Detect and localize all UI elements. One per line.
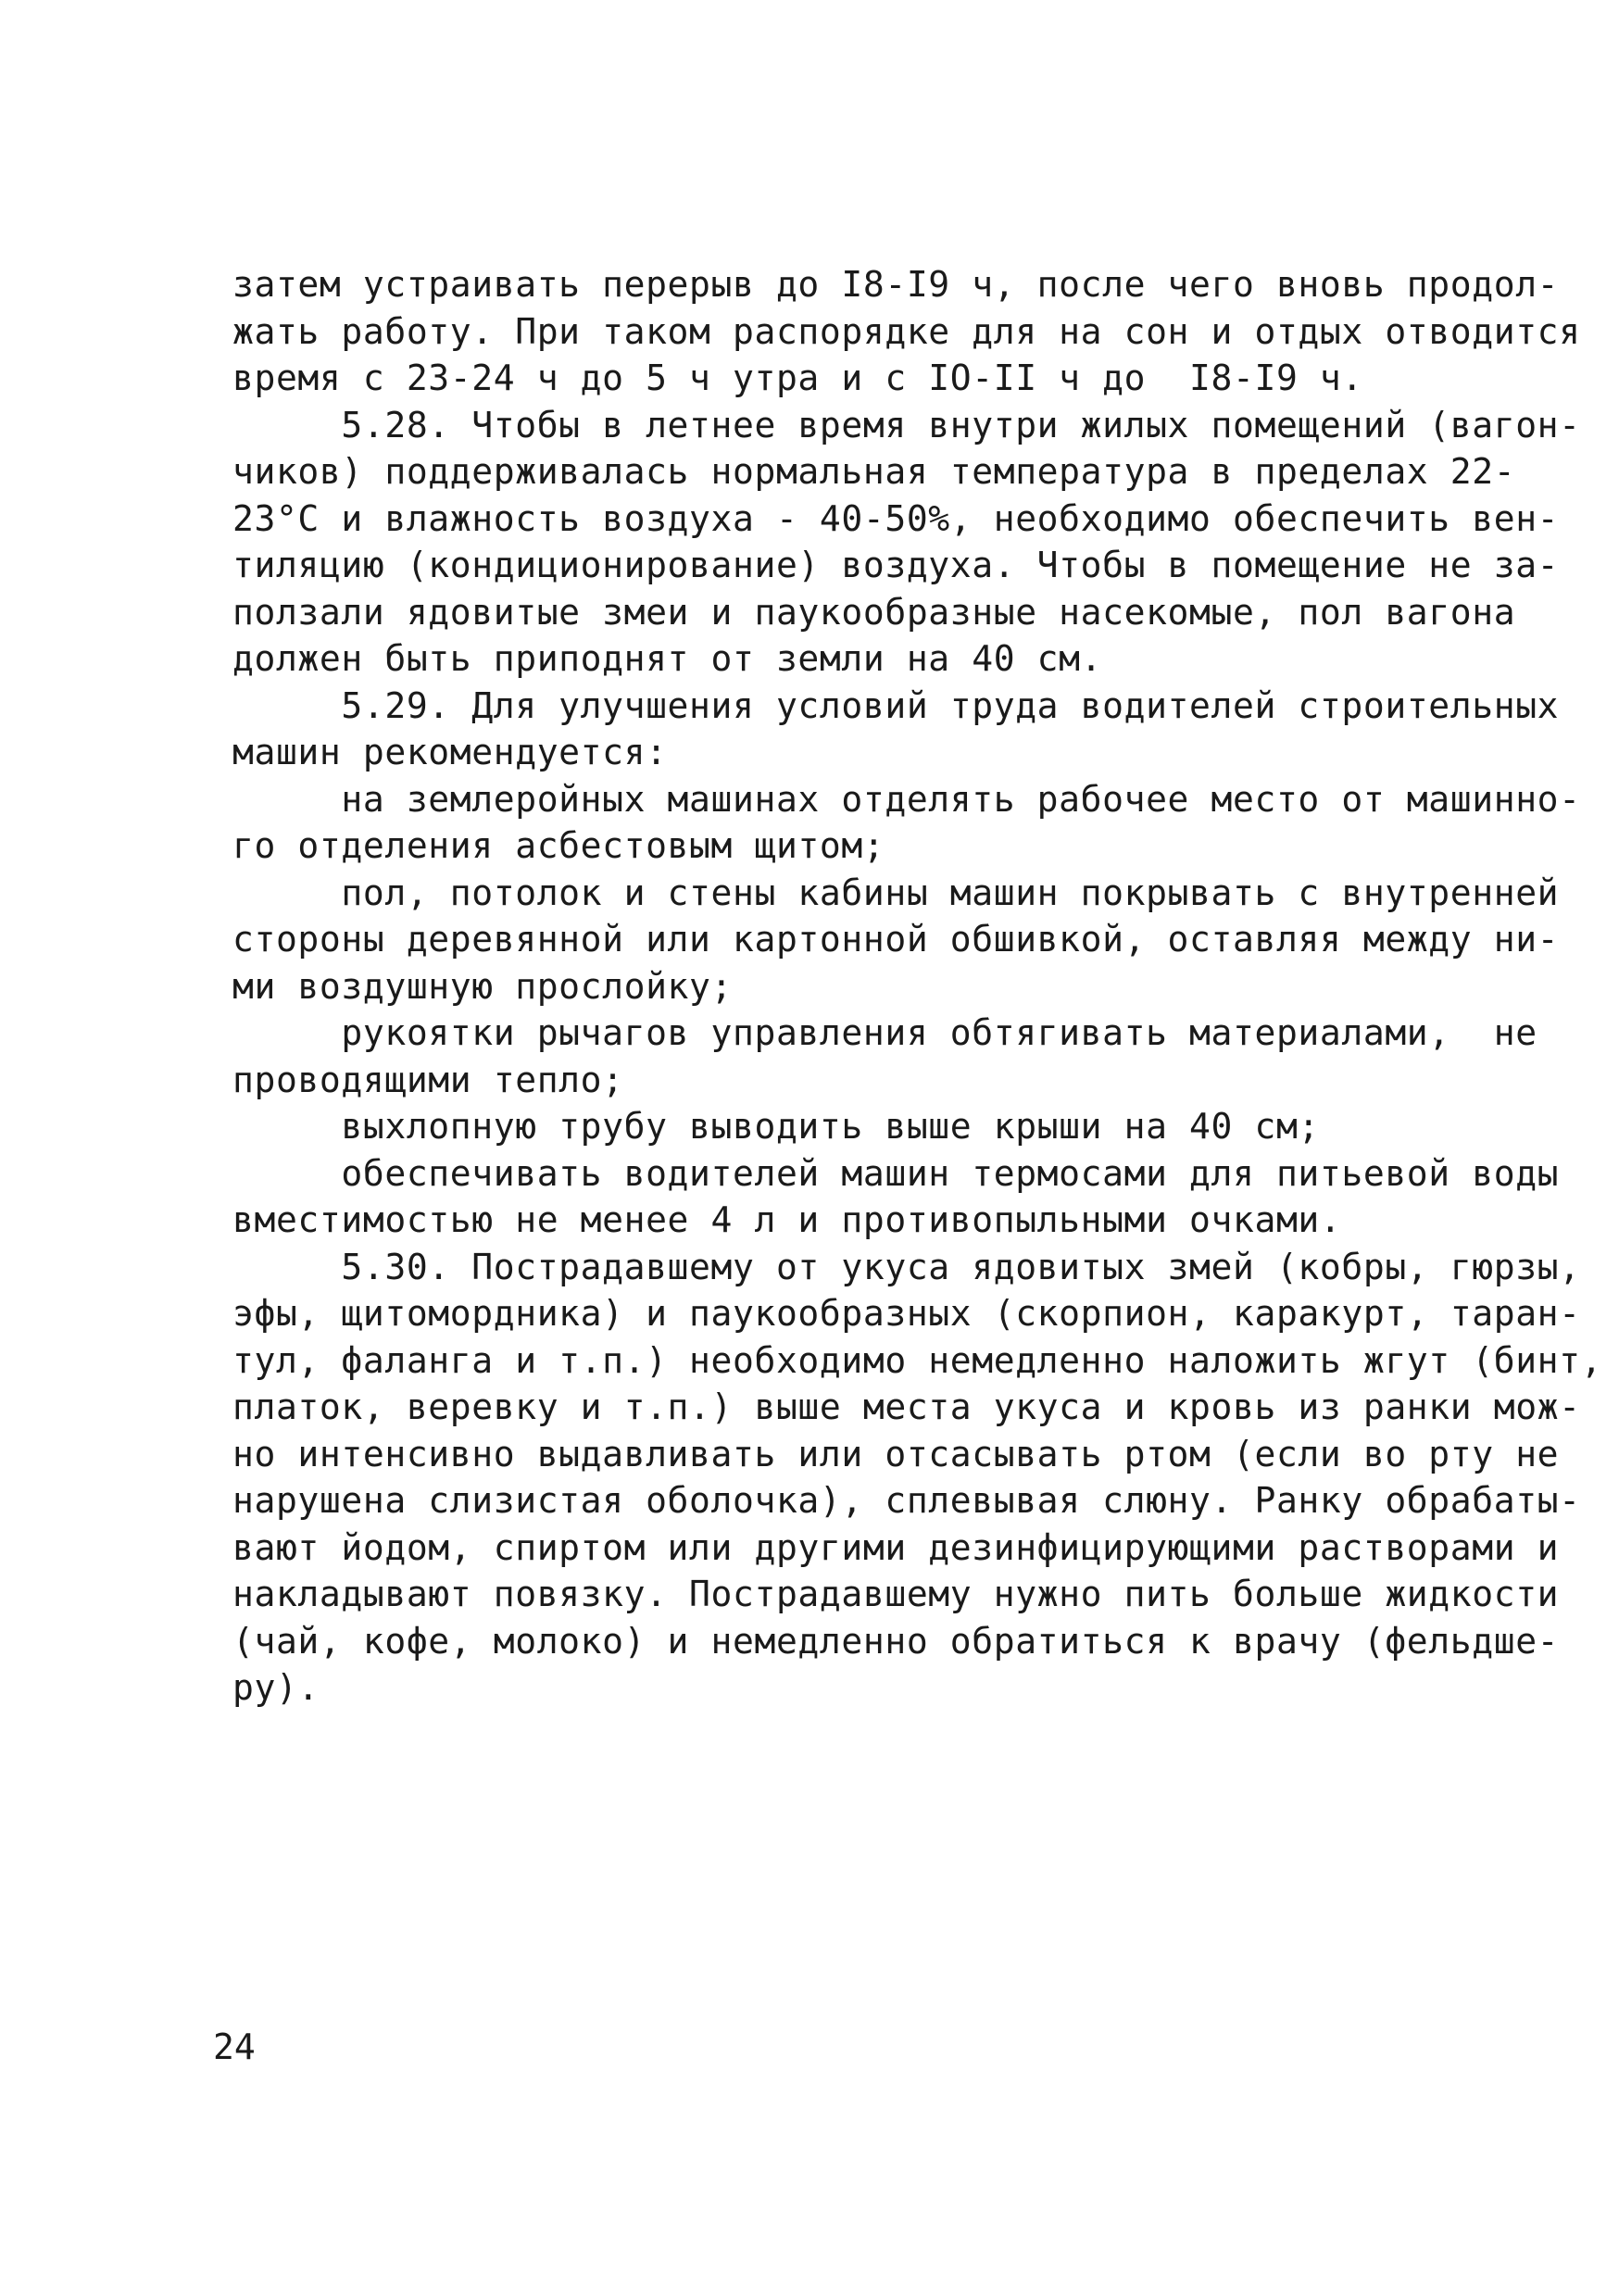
text-line: должен быть приподнят от земли на 40 см. [232, 638, 1103, 679]
text-line: вают йодом, спиртом или другими дезинфицирующими растворами и [232, 1526, 1560, 1568]
text-line: но интенсивно выдавливать или отсасывать ртом (если во рту не [232, 1433, 1560, 1474]
text-line: ми воздушную прослойку; [232, 965, 733, 1007]
paragraph-5-28-start: 5.28. Чтобы в летнее время внутри жилых помещений (вагон- [232, 404, 1581, 445]
list-item-line: рукоятки рычагов управления обтягивать материалами, не [232, 1012, 1537, 1053]
text-line: тул, фаланга и т.п.) необходимо немедленно наложить жгут (бинт, [232, 1339, 1603, 1381]
text-line: затем устраивать перерыв до I8-I9 ч, после чего вновь продол- [232, 264, 1560, 305]
list-item-line: пол, потолок и стены кабины машин покрывать с внутренней [232, 872, 1560, 913]
text-line: время с 23-24 ч до 5 ч утра и с IO-II ч до I8-I9 ч. [232, 358, 1363, 398]
list-item-line: на землеройных машинах отделять рабочее место от машинно- [232, 778, 1581, 820]
text-line: нарушена слизистая оболочка), сплевывая слюну. Ранку обрабаты- [232, 1480, 1581, 1521]
document-body [232, 261, 1603, 1712]
text-line: го отделения асбестовым щитом; [232, 825, 885, 866]
text-line: проводящими тепло; [232, 1059, 624, 1100]
paragraph-5-30-start: 5.30. Пострадавшему от укуса ядовитых змей (кобры, гюрзы, [232, 1246, 1581, 1287]
text-line: 23°С и влажность воздуха - 40-50%, необходимо обеспечить вен- [232, 497, 1560, 539]
text-line: жать работу. При таком распорядке для на сон и отдых отводится [232, 310, 1581, 352]
text-line: ру). [232, 1667, 320, 1708]
text-line: стороны деревянной или картонной обшивкой, оставляя между ни- [232, 919, 1560, 960]
text-line: чиков) поддерживалась нормальная температура в пределах 22- [232, 451, 1516, 492]
list-item-line: обеспечивать водителей машин термосами для питьевой воды [232, 1152, 1560, 1194]
paragraph-5-29-start: 5.29. Для улучшения условий труда водителей строительных [232, 684, 1560, 726]
text-line: тиляцию (кондиционирование) воздуха. Чтобы в помещение не за- [232, 545, 1560, 585]
text-line: (чай, кофе, молоко) и немедленно обратиться к врачу (фельдше- [232, 1620, 1560, 1662]
page-number: 24 [213, 2026, 256, 2067]
text-line: вместимостью не менее 4 л и противопыльными очками. [232, 1199, 1342, 1240]
list-item-line: выхлопную трубу выводить выше крыши на 40 см; [232, 1106, 1320, 1147]
text-line: ползали ядовитые змеи и паукообразные насекомые, пол вагона [232, 591, 1516, 633]
text-line: платок, веревку и т.п.) выше места укуса и кровь из ранки мож- [232, 1386, 1581, 1427]
text-line: машин рекомендуется: [232, 732, 668, 772]
text-line: накладывают повязку. Пострадавшему нужно пить больше жидкости [232, 1574, 1560, 1614]
text-line: эфы, щитомордника) и паукообразных (скорпион, каракурт, таран- [232, 1293, 1581, 1334]
